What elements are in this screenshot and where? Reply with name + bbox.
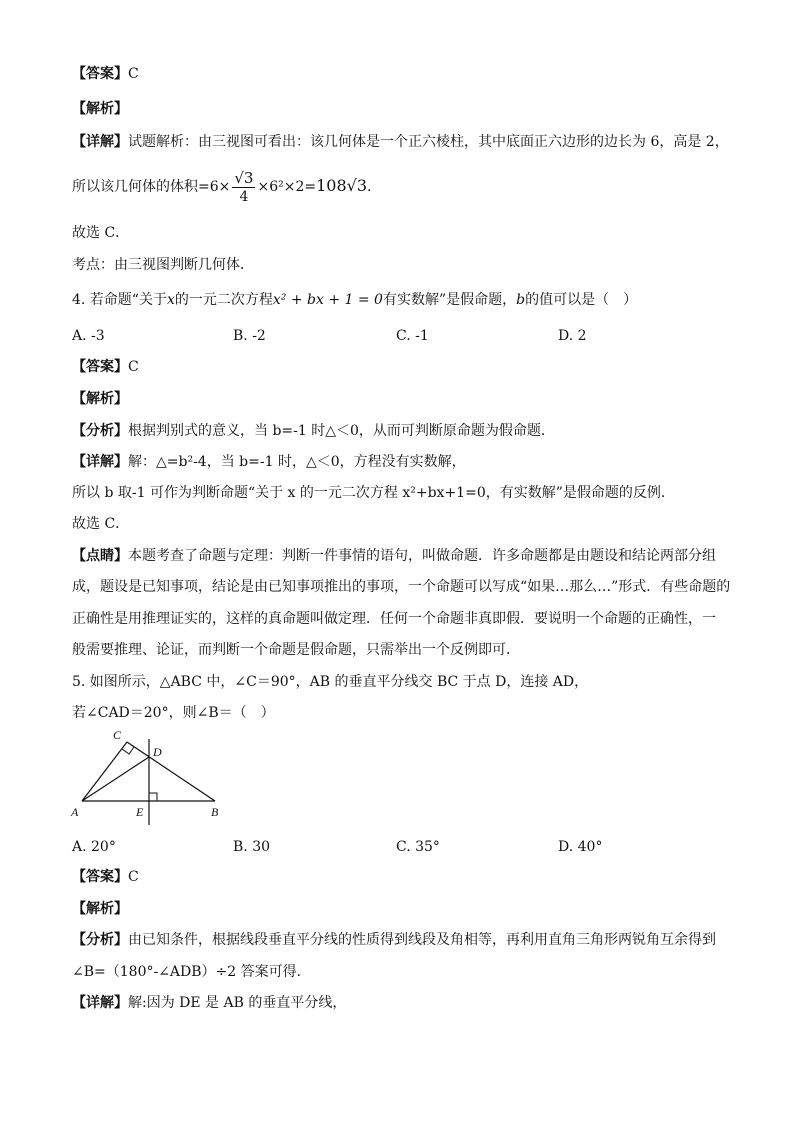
q5-stem-line-2: 若∠CAD＝20°，则∠B＝（ ） (72, 705, 275, 721)
fenxi-text: 根据判别式的意义，当 b=-1 时△＜0，从而可判断原命题为假命题． (128, 423, 555, 439)
q5-fenxi-line-2: ∠B=（180°-∠ADB）÷2 答案可得． (72, 964, 311, 980)
q3-analysis-line (72, 99, 128, 119)
right-angle-mark-e (149, 793, 157, 801)
answer-tag: 【答案】 (72, 869, 128, 885)
q5-answer-line (72, 867, 139, 887)
q3-choose-line: 故选 C． (72, 225, 130, 241)
volume-end: . (367, 179, 372, 195)
q4-analysis-line (72, 389, 128, 409)
volume-mid: ×6²×2= (257, 179, 317, 195)
fenxi-tag: 【分析】 (72, 423, 128, 439)
detail-text: 解:因为 DE 是 AB 的垂直平分线， (128, 995, 347, 1011)
label-d: D (153, 745, 162, 759)
right-angle-mark-c (122, 747, 134, 754)
q4-choose-line: 故选 C． (72, 516, 130, 532)
label-e: E (136, 805, 144, 819)
analysis-tag: 【解析】 (72, 901, 128, 917)
q4-dianjing-line-2: 成，题设是已知事项，结论是由已知事项推出的事项，一个命题可以写成“如果…那么…”形式．有些命题的 (72, 579, 731, 595)
answer-value: C (128, 869, 139, 885)
dianjing-tag: 【点睛】 (72, 548, 128, 564)
q4-fenxi-line (72, 421, 555, 441)
label-a: A (71, 805, 79, 819)
analysis-tag: 【解析】 (72, 391, 128, 407)
detail-text: 解：△=b²-4，当 b=-1 时，△＜0，方程没有实数解， (128, 454, 466, 470)
q5-detail-line (72, 993, 346, 1013)
q4-stem (72, 290, 637, 310)
q3-volume-line (72, 168, 371, 206)
answer-value: C (128, 359, 139, 375)
q4-dianjing-line-4: 般需要推理、论证，而判断一个命题是假命题，只需举出一个反例即可． (72, 642, 520, 658)
q4-stem-d: 的值可以是（ ） (525, 292, 638, 308)
fraction-numerator: √3 (234, 168, 254, 187)
side-cb (127, 742, 215, 801)
q4-stem-c: 有实数解”是假命题， (382, 292, 517, 308)
fenxi-text: 由已知条件，根据线段垂直平分线的性质得到线段及角相等，再利用直角三角形两锐角互余得到 (128, 932, 716, 948)
volume-result: 108√3 (316, 176, 368, 195)
q4-detail-line-2: 所以 b 取-1 可作为判断命题“关于 x 的一元二次方程 x²+bx+1=0，有实数解”是假命题的反例． (72, 485, 675, 501)
label-c: C (113, 728, 122, 742)
dianjing-text: 本题考查了命题与定理：判断一件事情的语句，叫做命题．许多命题都是由题设和结论两部分组 (128, 548, 716, 564)
q5-analysis-line (72, 899, 128, 919)
answer-tag: 【答案】 (72, 359, 128, 375)
side-ac (82, 742, 127, 801)
q4-option-c: C. -1 (396, 328, 429, 344)
q4-option-a: A. -3 (72, 328, 105, 344)
q3-kaodian-line: 考点：由三视图判断几何体． (72, 257, 254, 273)
fraction-denominator: 4 (239, 188, 249, 205)
q4-stem-a: 4. 若命题“关于 (72, 292, 167, 308)
q5-option-d: D. 40° (558, 839, 603, 855)
fenxi-tag: 【分析】 (72, 932, 128, 948)
q5-stem-line-1: 5. 如图所示，△ABC 中，∠C＝90°，AB 的垂直平分线交 BC 于点 D，连接 AD， (72, 674, 589, 690)
answer-tag: 【答案】 (72, 66, 128, 82)
volume-prefix: 所以该几何体的体积=6× (72, 179, 231, 195)
volume-fraction (232, 169, 255, 206)
q4-option-d: D. 2 (558, 328, 587, 344)
q4-stem-b: 的一元二次方程 (174, 292, 273, 308)
detail-tag: 【详解】 (72, 454, 128, 470)
q4-stem-x: x (166, 292, 175, 308)
detail-tag: 【详解】 (72, 134, 128, 150)
q5-option-b: B. 30 (233, 839, 271, 855)
analysis-tag: 【解析】 (72, 101, 128, 117)
answer-value: C (128, 66, 139, 82)
q4-equation: x² + bx + 1 = 0 (272, 292, 383, 308)
q4-option-b: B. -2 (233, 328, 266, 344)
q4-answer-line (72, 357, 139, 377)
q4-stem-b-var: b (516, 292, 526, 308)
detail-text: 试题解析：由三视图可看出：该几何体是一个正六棱柱，其中底面正六边形的边长为 6，高是 2， (128, 134, 729, 150)
q4-detail-line (72, 452, 466, 472)
q4-dianjing-line-1 (72, 546, 716, 566)
triangle-figure (68, 726, 238, 826)
detail-tag: 【详解】 (72, 995, 128, 1011)
q3-detail-line (72, 132, 729, 152)
q5-option-c: C. 35° (396, 839, 440, 855)
q3-answer-line (72, 64, 139, 84)
q4-dianjing-line-3: 正确性是用推理证实的，这样的真命题叫做定理．任何一个命题非真即假．要说明一个命题的正确性，一 (72, 611, 716, 627)
q5-option-a: A. 20° (72, 839, 116, 855)
label-b: B (211, 805, 219, 819)
q5-fenxi-line-1 (72, 930, 716, 950)
segment-ad (82, 757, 149, 801)
